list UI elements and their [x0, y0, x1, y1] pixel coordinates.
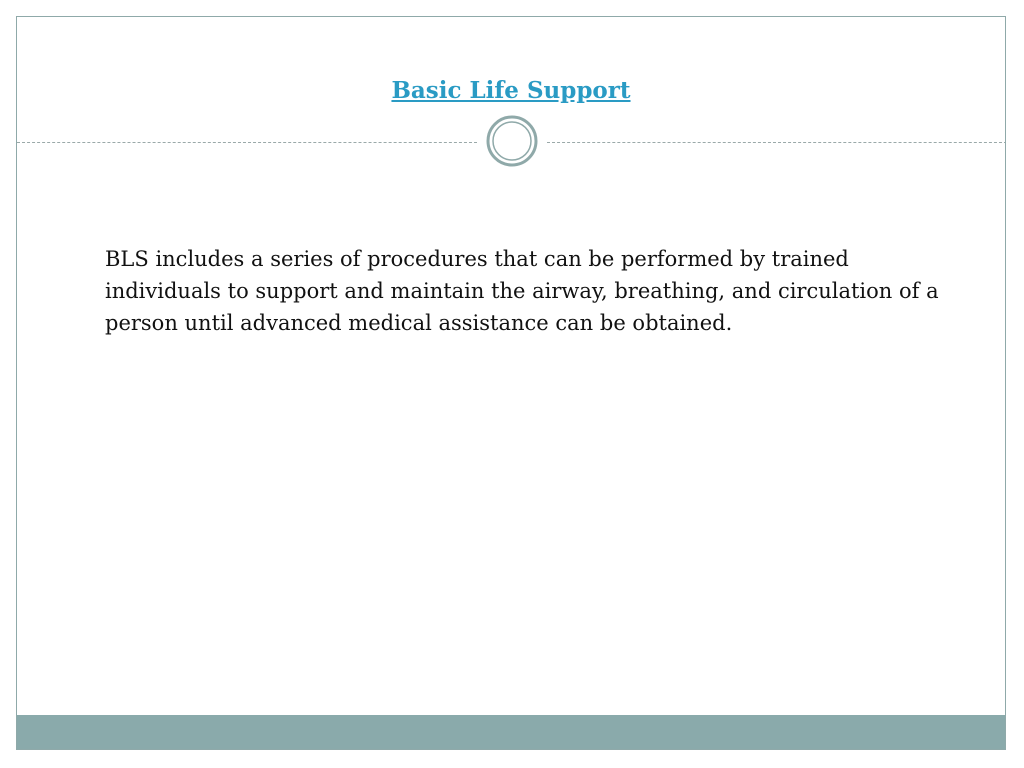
body-paragraph: BLS includes a series of procedures that can be performed by trained individuals to support and maintain the airway, breathing, and circulation of a person until advanced medical assistance can be obtained.: [105, 247, 939, 335]
slide-title[interactable]: Basic Life Support: [391, 77, 631, 104]
footer-bar: [17, 715, 1005, 749]
slide: [16, 16, 1006, 750]
circle-ornament-icon: [485, 114, 539, 168]
divider-right: [547, 142, 1006, 143]
divider-left: [17, 142, 477, 143]
